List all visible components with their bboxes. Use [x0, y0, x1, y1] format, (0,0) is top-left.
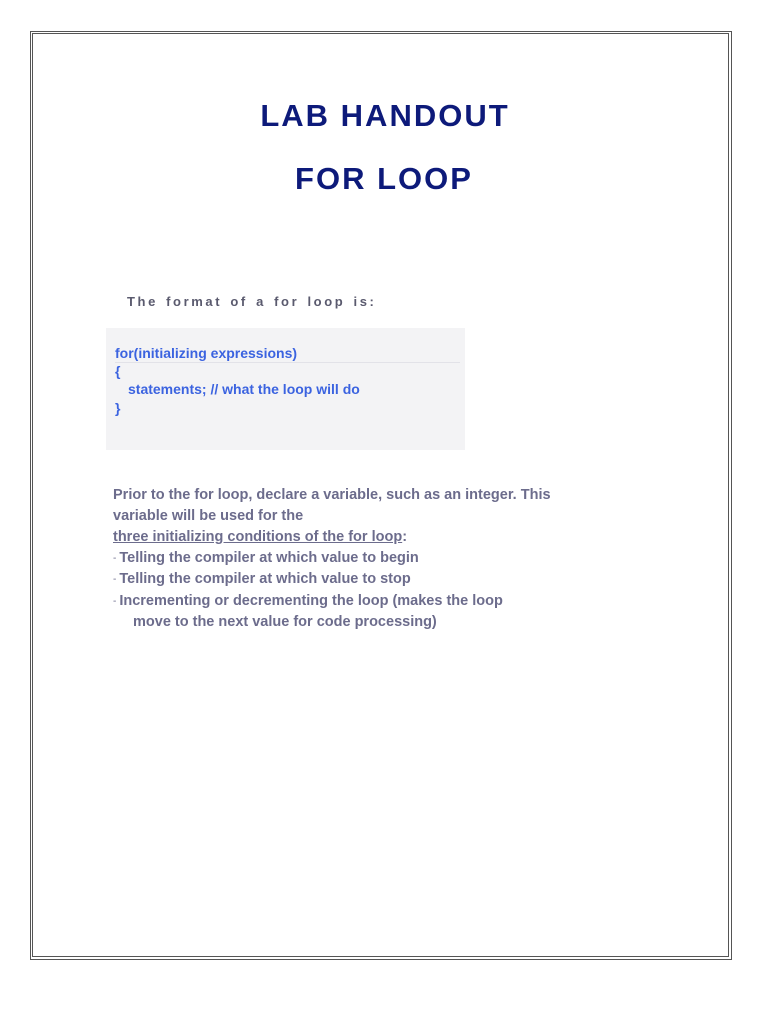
document-title: LAB HANDOUT	[260, 98, 510, 133]
list-item-continuation: move to the next value for code processing)	[133, 614, 437, 630]
list-item	[113, 550, 419, 566]
list-item-text: Telling the compiler at which value to stop	[119, 571, 411, 587]
bullet-marker: -	[113, 574, 117, 585]
conditions-heading-colon: :	[402, 529, 408, 545]
list-item	[113, 571, 411, 587]
code-line: {	[115, 363, 121, 379]
conditions-heading-underlined: three initializing conditions of the for loop	[113, 529, 403, 545]
code-line: statements; // what the loop will do	[128, 381, 360, 397]
bullet-marker: -	[113, 596, 117, 607]
bullet-marker: -	[113, 553, 117, 564]
code-box	[106, 328, 465, 450]
document-subtitle: FOR LOOP	[295, 161, 473, 196]
code-line: for(initializing expressions)	[115, 345, 298, 361]
code-line: }	[115, 400, 121, 416]
paragraph-line: variable will be used for the	[113, 508, 304, 524]
conditions-heading	[113, 529, 407, 545]
paragraph-line: Prior to the for loop, declare a variable, such as an integer. This	[113, 487, 551, 503]
list-item-text: Telling the compiler at which value to begin	[119, 550, 419, 566]
list-item	[113, 593, 503, 609]
code-divider	[115, 362, 460, 363]
intro-text: The format of a for loop is:	[127, 294, 377, 309]
list-item-text: Incrementing or decrementing the loop (makes the loop	[119, 593, 503, 609]
